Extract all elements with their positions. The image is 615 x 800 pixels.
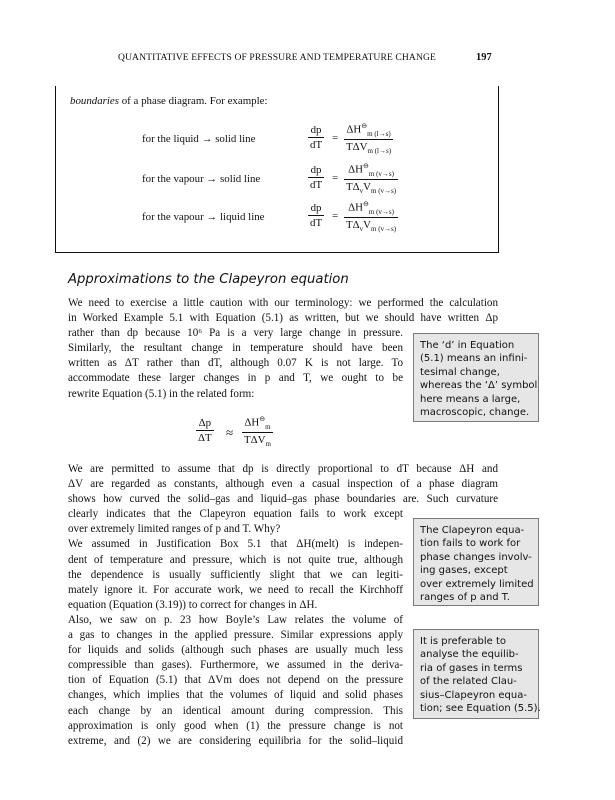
- lhs-denominator: dT: [310, 139, 323, 151]
- box-intro: [70, 95, 268, 107]
- rhs-fraction: [344, 162, 398, 195]
- eq-rhs-denominator: [242, 433, 273, 448]
- rhs-fraction: [344, 200, 398, 233]
- note-line: here means a large,: [420, 393, 521, 405]
- text-line: rather than dp because 10⁶ Pa is a very large change in pressure.: [68, 327, 403, 340]
- row-label: for the vapour → liquid line: [142, 211, 265, 223]
- text-line: a gas to changes in the applied pressure. Similar expressions apply: [68, 629, 403, 642]
- note-line: tesimal change,: [420, 366, 500, 378]
- text-line: We need to exercise a little caution with our terminology: we performed the calculation: [68, 297, 498, 309]
- rhs-denominator: $T\Delta_vV_{m (v\to s)}$: [346, 180, 397, 195]
- rhs-numerator: $\Delta H^⊖_{m (l\to s)}$: [344, 122, 393, 140]
- rhs-denominator: [344, 140, 393, 155]
- lhs-denominator: dT: [310, 179, 323, 191]
- eq-rhs-numerator: $\Delta H^⊖_m$: [242, 415, 273, 433]
- box-row-liquid-solid: [56, 122, 498, 158]
- text-line: ΔV are regarded as constants, although even a casual inspection of a phase diagram: [68, 478, 498, 491]
- text-line: We assumed in Justification Box 5.1 that ΔH(melt) is indepen-: [68, 538, 403, 551]
- rhs-num-sub: m (v→s): [368, 169, 394, 178]
- note-line: over extremely limited: [420, 578, 534, 590]
- rhs-numerator: $\Delta H^⊖_{m (v\to s)}$: [344, 162, 398, 180]
- lhs-fraction: [308, 202, 324, 229]
- text-line: clearly indicates that the Clapeyron equation fails to work except: [68, 508, 403, 521]
- page-number: 197: [476, 52, 492, 63]
- note-line: (5.1) means an infini-: [420, 353, 528, 365]
- text-line: written as ΔT rather than dT, although 0.07 K is not large. To: [68, 357, 403, 370]
- rhs-den-sub: m (v→s): [371, 224, 397, 233]
- text-line: accommodate these larger changes in p and T, we ought to be: [68, 372, 403, 385]
- rhs-den-text: TΔ: [346, 218, 360, 231]
- approx-sign: ≈: [226, 425, 234, 440]
- section-heading: Approximations to the Clapeyron equation: [68, 272, 349, 287]
- rhs-den-sub: m (l→s): [367, 146, 392, 155]
- rhs-num-sub: m (l→s): [367, 129, 391, 138]
- eq-lhs-numerator: Δp: [196, 417, 214, 431]
- note-line: tion fails to work for: [420, 538, 521, 550]
- text-line: the dependence is usually sufficiently slight that we can legiti-: [68, 568, 403, 581]
- equals-sign: =: [332, 172, 339, 184]
- text-line: We are permitted to assume that dp is directly proportional to dT because ΔH and: [68, 463, 498, 475]
- note-line: of the related Clau-: [420, 676, 517, 688]
- running-header: [0, 52, 615, 66]
- note-line: ria of gases in terms: [420, 662, 523, 674]
- eq-rhs-num-text: ΔH: [244, 416, 260, 429]
- rhs-numerator: $\Delta H^⊖_{m (v\to s)}$: [344, 200, 398, 218]
- eq-rhs-den-sub: m: [265, 439, 271, 448]
- box-intro-rest: of a phase diagram. For example:: [119, 95, 268, 107]
- text-line: extreme, and (2) we are considering equilibria for the solid–liquid: [68, 734, 403, 747]
- box-row-vapour-liquid: [56, 200, 498, 236]
- eq-rhs-den-text: TΔV: [244, 433, 266, 446]
- lhs-denominator: dT: [310, 217, 323, 229]
- rhs-fraction: [344, 122, 393, 155]
- row-label: for the liquid → solid line: [142, 133, 256, 145]
- rhs-num-text: ΔH: [348, 163, 364, 176]
- note-line: macroscopic, change.: [420, 407, 530, 419]
- eq-rhs-fraction: [242, 415, 273, 448]
- eq-rhs-num-sub: m: [265, 422, 271, 431]
- note-line: tion; see Equation (5.5).: [420, 703, 541, 715]
- text-line: compressible than gases). Furthermore, we assumed in the deriva-: [68, 659, 403, 672]
- text-line: each change by an identical amount during compression. This: [68, 704, 403, 717]
- row-label: for the vapour → solid line: [142, 173, 261, 185]
- note-line: phase changes involv-: [420, 551, 532, 563]
- text-line: for liquids and solids (although such phases are usually much less: [68, 644, 403, 657]
- running-header-title: QUANTITATIVE EFFECTS OF PRESSURE AND TEMPERATURE CHANGE: [118, 52, 436, 63]
- eq-lhs-fraction: [196, 417, 214, 444]
- rhs-denominator: $T\Delta_vV_{m (v\to s)}$: [346, 218, 397, 233]
- note-line: The Clapeyron equa-: [420, 525, 525, 536]
- note-line: whereas the ‘Δ’ symbol: [420, 380, 538, 392]
- text-line: approximation is only good when (1) the pressure change is not: [68, 719, 403, 732]
- equals-sign: =: [332, 132, 339, 144]
- lhs-numerator: dp: [308, 164, 324, 178]
- rhs-num-text: ΔH: [348, 201, 364, 214]
- text-line: shows how curved the solid–gas and liquid–gas phase boundaries are. Such curvature: [68, 493, 498, 506]
- rhs-num-text: ΔH: [346, 123, 362, 136]
- lhs-fraction: [308, 164, 324, 191]
- rhs-den-text: TΔV: [346, 140, 368, 153]
- note-line: analyse the equilib-: [420, 649, 519, 661]
- margin-note-clausius-clapeyron: [413, 629, 539, 719]
- justification-box: [55, 86, 499, 253]
- text-line: in Worked Example 5.1 with Equation (5.1) as written, but we should have written Δp: [68, 312, 498, 325]
- box-intro-italic: boundaries: [70, 95, 120, 107]
- lhs-numerator: dp: [308, 202, 324, 216]
- text-line: Similarly, the resultant change in temperature should have been: [68, 342, 403, 355]
- margin-note-infinitesimal: [413, 333, 539, 422]
- text-line: tion of Equation (5.1) that ΔVm does not depend on the pressure: [68, 674, 403, 687]
- text-line: Also, we saw on p. 23 how Boyle’s Law relates the volume of: [68, 613, 403, 626]
- rhs-num-sub: m (v→s): [368, 207, 394, 216]
- text-line: over extremely limited ranges of p and T. Why?: [68, 523, 281, 536]
- note-line: sius–Clapeyron equa-: [420, 689, 527, 701]
- lhs-fraction: [308, 124, 324, 151]
- note-line: ing gases, except: [420, 565, 508, 577]
- rhs-den-text: TΔ: [346, 180, 360, 193]
- eq-lhs-denominator: ΔT: [198, 432, 212, 444]
- note-line: ranges of p and T.: [420, 592, 510, 604]
- box-row-vapour-solid: [56, 162, 498, 198]
- equals-sign: =: [332, 210, 339, 222]
- lhs-numerator: dp: [308, 124, 324, 138]
- text-line: changes, which implies that the volumes of liquid and solid phases: [68, 689, 403, 702]
- text-line: dent of temperature and pressure, which is not quite true, although: [68, 553, 403, 566]
- text-line: rewrite Equation (5.1) in the related form:: [68, 387, 255, 400]
- rhs-den-sub: m (v→s): [371, 186, 397, 195]
- margin-note-clapeyron-fails: [413, 518, 539, 606]
- text-line: equation (Equation (3.19)) to correct for changes in ΔH.: [68, 598, 318, 611]
- text-line: mately ignore it. For accurate work, we need to recall the Kirchhoff: [68, 583, 403, 596]
- note-line: It is preferable to: [420, 636, 507, 647]
- note-line: The ‘d’ in Equation: [420, 340, 515, 351]
- approximate-equation: [196, 415, 356, 453]
